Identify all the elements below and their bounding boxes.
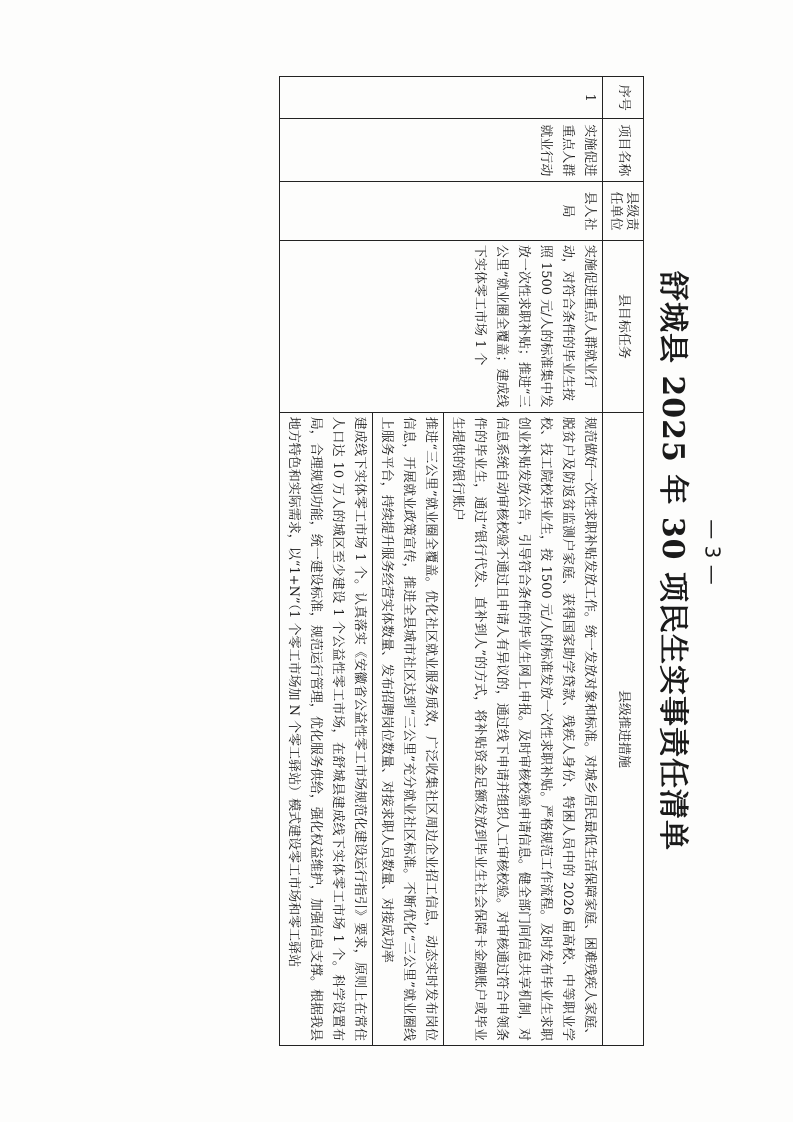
header-unit: 县级责任单位 [603,182,644,241]
rotated-landscape-content [96,61,696,1061]
cell-no: 1 [280,77,603,119]
header-measures: 县级推进措施 [603,412,644,1045]
table-row [444,77,603,1046]
page-number: — 3 — [700,519,725,585]
responsibility-table [279,76,644,1046]
header-no: 序号 [603,77,644,119]
header-project: 项目名称 [603,119,644,182]
cell-measure-3: 建成线下实体零工市场 1 个。认真落实《安徽省公益性零工市场规范化建设运行指引》要求，原则上在常住人口达 10 万人的城区至少建设 1 个公益性零工市场，在舒城县建成线下实体零工市场 1 个。科学设置布局，合理规划功能，统一建设标准，规范运行管理，优化服务供给，强化权益维护，加强信息支撑。根据我县地方特色和实际需求，以“1+N”（1 个零工市场加 N 个零工驿站）模式建设零工市场和零工驿站 [280,412,373,1045]
cell-measure-2: 推进“三公里”就业圈全覆盖。优化社区就业服务质效，广泛收集社区周边企业招工信息，动态实时发布岗位信息，开展就业政策宣传，推进全县城市社区达到“三公里”充分就业社区标准。不断优化“三公里”就业圈线上服务平台，持续提升服务经营实体数量、发布招聘岗位数量、对接求职人员数量、对接成功率 [373,412,444,1045]
table-header-row [603,77,644,1046]
cell-unit: 县人社局 [280,182,603,241]
document-title: 舒城县 2025 年 30 项民生实事责任清单 [655,270,690,852]
cell-measure-1: 规范做好一次性求职补贴发放工作。统一发放对象和标准。对城乡居民最低生活保障家庭、困难残疾人家庭、脱贫户及防返贫监测户家庭、获得国家助学贷款、残疾人身份、特困人员中的 2026 届高校、中等职业学校、技工院校毕业生，按 1500 元/人的标准发放一次性求职补贴。严格规范工作流程。及时发布毕业生求职创业补贴发放公告，引导符合条件的毕业生网上申报。及时审核校验申请信息。健全部门间信息共享机制，对信息系统自动审核校验不通过且申请人有异议的，通过线下申请并组织人工审核校验。对审核通过符合申领条件的毕业生，通过“银行代发、直补到人”的方式，将补贴资金足额发放到毕业生社会保障卡金融账户或毕业生提供的银行账户 [444,412,603,1045]
cell-project: 实施促进重点人群就业行动 [280,119,603,182]
cell-task: 实施促进重点人群就业行动，对符合条件的毕业生按照 1500 元/人的标准集中发放一次性求职补贴；推进“三公里”就业圈全覆盖；建成线下实体零工市场 1 个 [280,240,603,412]
header-task: 县目标任务 [603,240,644,412]
